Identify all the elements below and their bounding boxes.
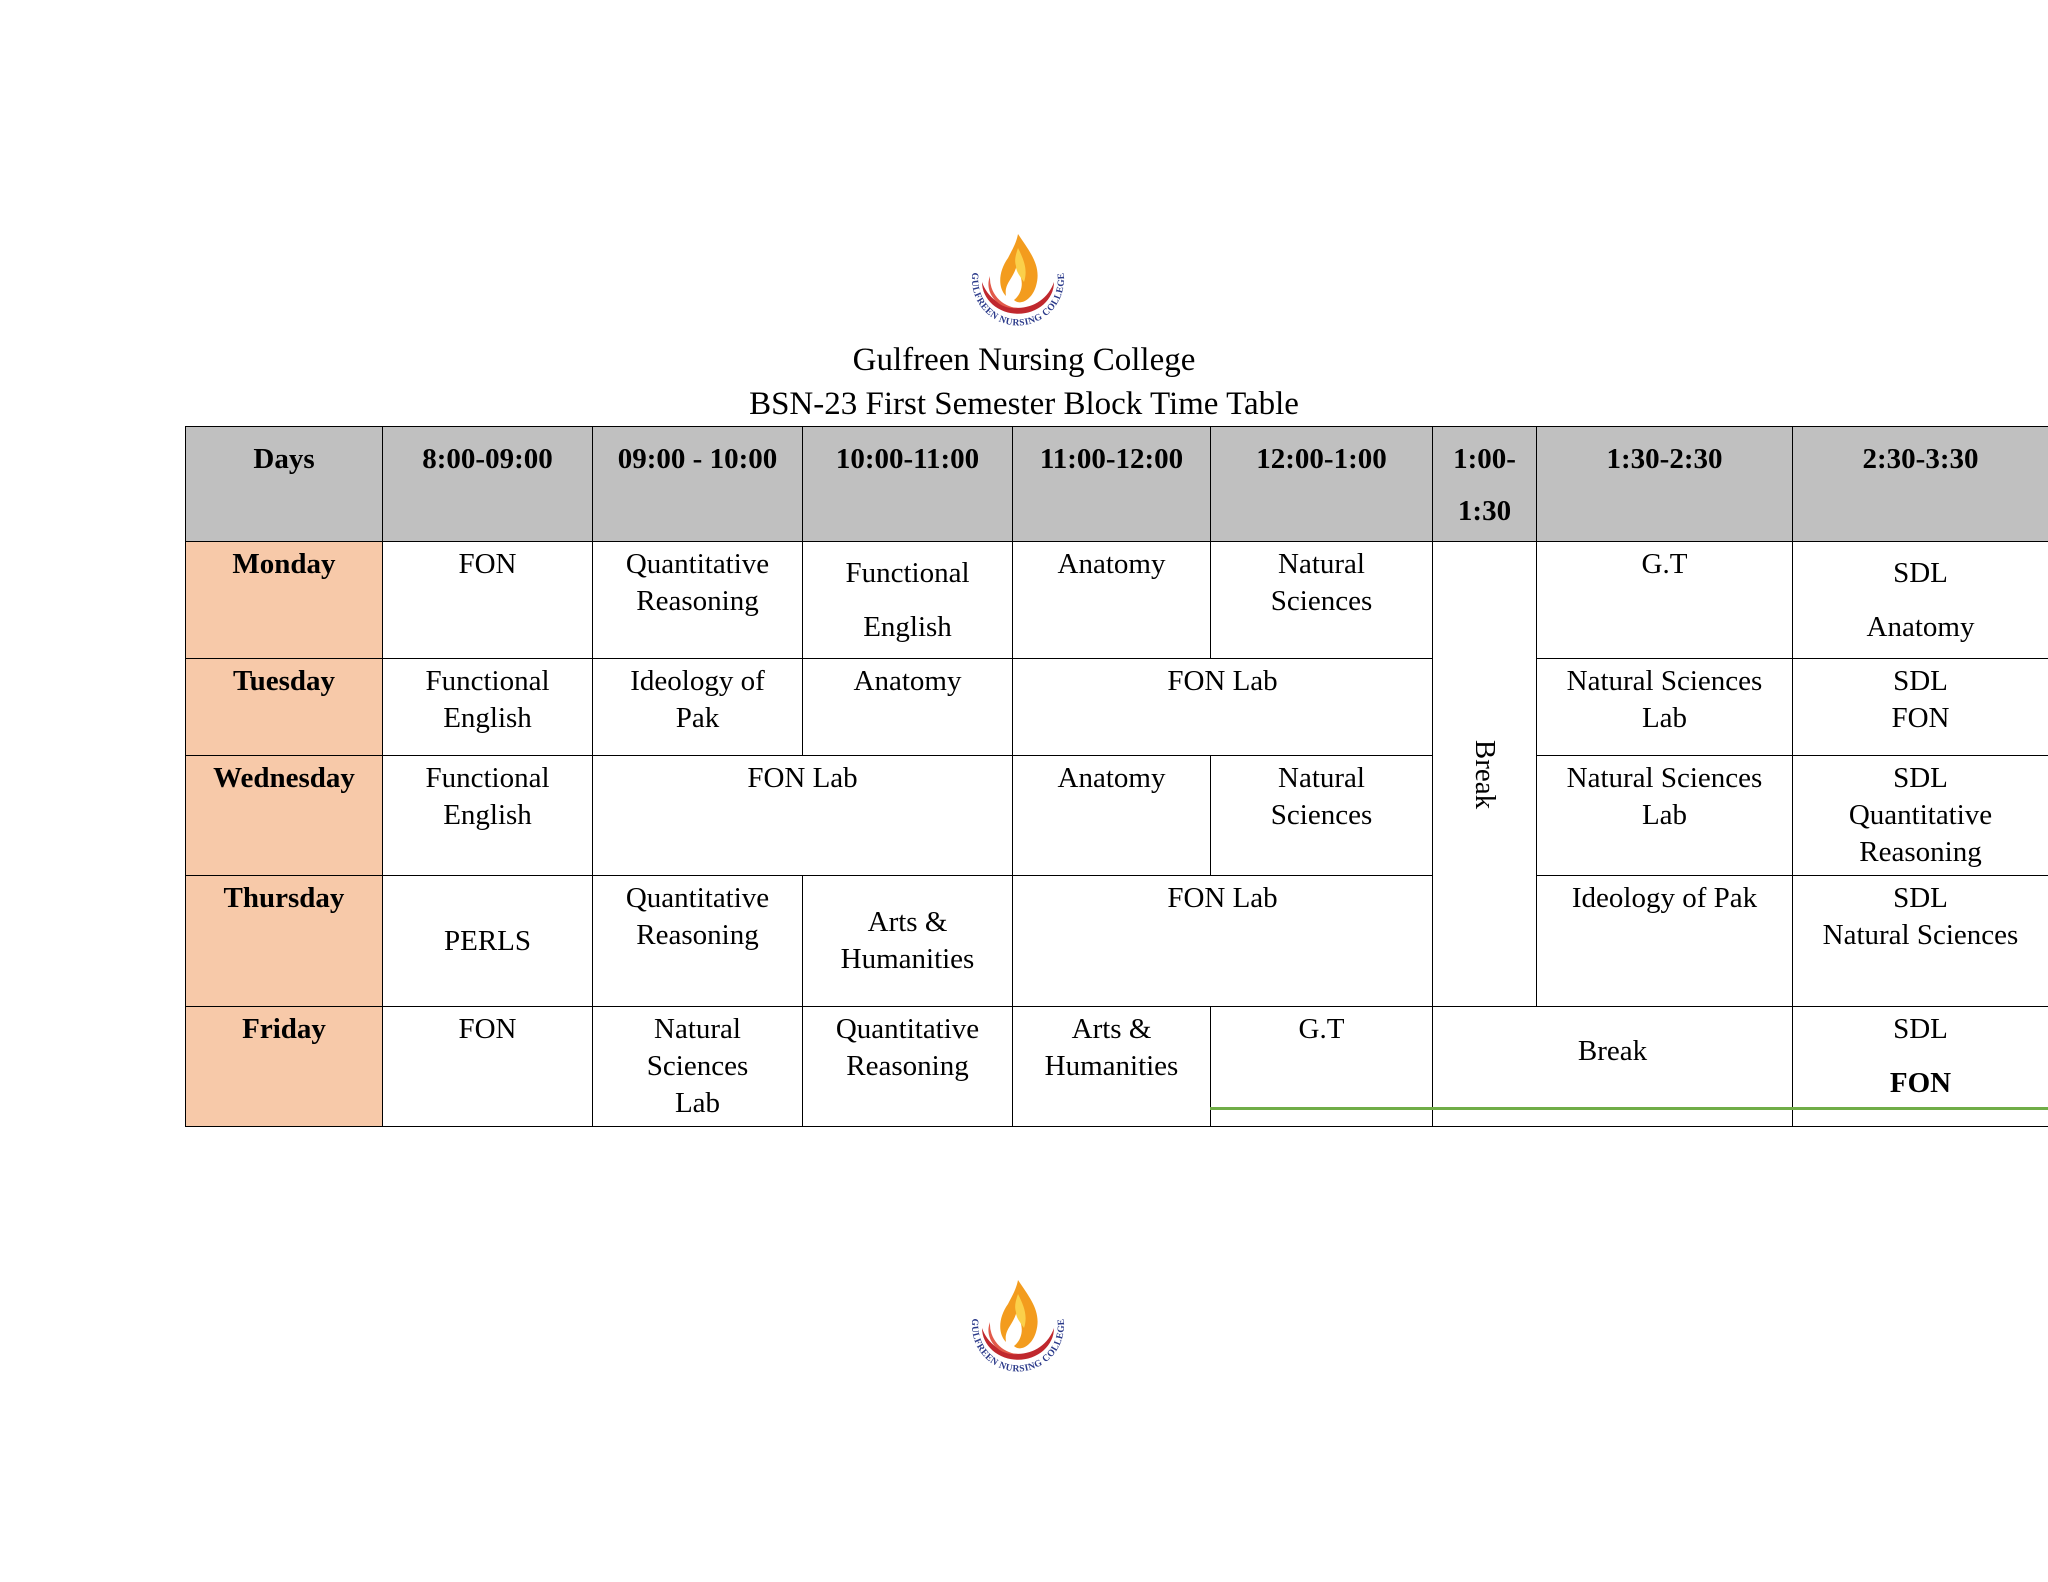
college-logo-top	[958, 226, 1078, 346]
class-cell: Natural Sciences	[1211, 756, 1433, 876]
col-header-12-1: 12:00-1:00	[1211, 427, 1433, 542]
class-cell: Quantitative Reasoning	[803, 1007, 1013, 1127]
col-header-130-230: 1:30-2:30	[1537, 427, 1793, 542]
flame-emblem-icon	[958, 1272, 1078, 1392]
row-tuesday	[186, 659, 2048, 756]
timetable-subtitle: BSN-23 First Semester Block Time Table	[749, 386, 1299, 422]
class-cell: Anatomy	[803, 659, 1013, 756]
row-wednesday	[186, 756, 2048, 876]
class-cell: SDL Natural Sciences	[1793, 876, 2048, 1007]
class-cell: Natural Sciences Lab	[1537, 756, 1793, 876]
svg-text:GULFREEN NURSING COLLEGE: GULFREEN NURSING COLLEGE	[968, 1318, 1068, 1375]
class-cell: Ideology of Pak	[593, 659, 803, 756]
class-cell: SDL Anatomy	[1793, 542, 2048, 659]
fon-label-bold: FON	[1889, 1067, 1952, 1099]
day-cell: Tuesday	[186, 659, 383, 756]
class-cell: Functional English	[383, 756, 593, 876]
class-cell: Arts & Humanities	[1013, 1007, 1211, 1127]
class-cell: Anatomy	[1013, 542, 1211, 659]
class-cell: FON	[383, 1007, 593, 1127]
col-header-9-10: 09:00 - 10:00	[593, 427, 803, 542]
break-label: Break	[1469, 739, 1501, 809]
day-cell: Thursday	[186, 876, 383, 1007]
class-cell: Functional English	[803, 542, 1013, 659]
day-cell: Monday	[186, 542, 383, 659]
col-header-1-130: 1:00- 1:30	[1433, 427, 1537, 542]
college-name: Gulfreen Nursing College	[852, 342, 1196, 378]
row-thursday	[186, 876, 2048, 1007]
class-cell: FON Lab	[593, 756, 1013, 876]
class-cell: G.T	[1211, 1007, 1433, 1127]
col-header-11-12: 11:00-12:00	[1013, 427, 1211, 542]
break-cell-friday: Break	[1433, 1007, 1793, 1127]
col-header-230-330: 2:30-3:30	[1793, 427, 2048, 542]
class-cell: Natural Sciences	[1211, 542, 1433, 659]
col-header-days: Days	[186, 427, 383, 542]
class-cell: PERLS	[383, 876, 593, 1007]
class-cell: Functional English	[383, 659, 593, 756]
col-header-8-9: 8:00-09:00	[383, 427, 593, 542]
class-cell: Arts & Humanities	[803, 876, 1013, 1007]
class-cell: FON Lab	[1013, 876, 1433, 1007]
class-cell: FON	[383, 542, 593, 659]
class-cell: Natural Sciences Lab	[1537, 659, 1793, 756]
timetable	[185, 426, 2048, 1127]
day-cell: Wednesday	[186, 756, 383, 876]
class-cell: Ideology of Pak	[1537, 876, 1793, 1007]
break-cell-vertical	[1433, 542, 1537, 1007]
class-cell: SDL Quantitative Reasoning	[1793, 756, 2048, 876]
day-cell: Friday	[186, 1007, 383, 1127]
flame-emblem-icon	[958, 226, 1078, 346]
sdl-label: SDL	[1893, 1013, 1948, 1045]
class-cell: Anatomy	[1013, 756, 1211, 876]
svg-text:GULFREEN NURSING COLLEGE: GULFREEN NURSING COLLEGE	[968, 272, 1068, 329]
college-logo-bottom	[958, 1272, 1078, 1392]
class-cell: Natural Sciences Lab	[593, 1007, 803, 1127]
class-cell: Quantitative Reasoning	[593, 876, 803, 1007]
header-row	[186, 427, 2048, 542]
col-header-10-11: 10:00-11:00	[803, 427, 1013, 542]
row-monday	[186, 542, 2048, 659]
class-cell: FON Lab	[1013, 659, 1433, 756]
green-underline-rule	[1210, 1107, 2048, 1110]
class-cell: Quantitative Reasoning	[593, 542, 803, 659]
class-cell: G.T	[1537, 542, 1793, 659]
class-cell: SDL FON	[1793, 659, 2048, 756]
